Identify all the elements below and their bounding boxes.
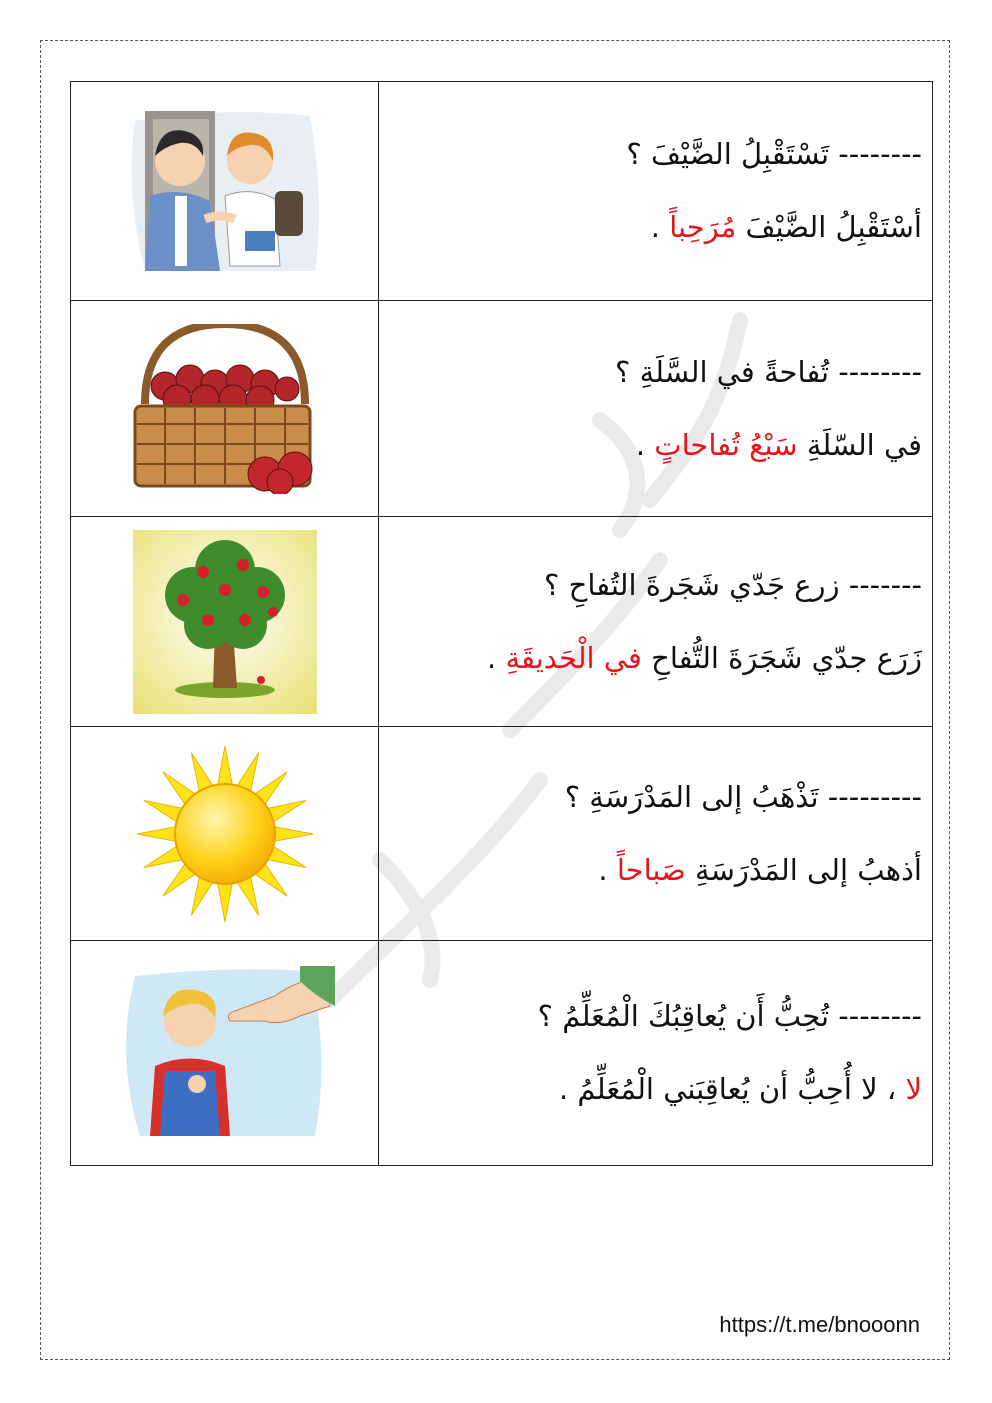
question-text: --------- تَذْهَبُ إلى المَدْرَسَةِ ؟ bbox=[564, 779, 922, 814]
scolded-boy-icon bbox=[115, 966, 335, 1141]
apple-tree-icon bbox=[133, 530, 317, 714]
text-cell bbox=[379, 517, 933, 727]
image-cell bbox=[71, 82, 379, 301]
text-cell bbox=[379, 727, 933, 941]
answer-highlight: لا bbox=[905, 1072, 922, 1106]
answer-text: زَرَع جدّي شَجَرَةَ التُّفاحِ في الْحَديقَةِ . bbox=[487, 640, 922, 675]
table-row bbox=[71, 941, 933, 1166]
question-text: -------- تَسْتَقْبِلُ الضَّيْفَ ؟ bbox=[626, 137, 922, 172]
question-text: -------- تُحِبُّ أَن يُعاقِبُكَ الْمُعَلِّمُ ؟ bbox=[537, 999, 922, 1034]
table-row bbox=[71, 517, 933, 727]
answer-highlight: صَباحاً bbox=[616, 852, 686, 887]
worksheet-table bbox=[70, 81, 933, 1166]
footer-url[interactable]: https://t.me/bnooonn bbox=[719, 1312, 920, 1337]
table-row bbox=[71, 82, 933, 301]
text-cell bbox=[379, 941, 933, 1166]
sun-icon bbox=[130, 744, 320, 924]
image-cell bbox=[71, 517, 379, 727]
image-cell bbox=[71, 727, 379, 941]
table-row bbox=[71, 727, 933, 941]
answer-text: أذهبُ إلى المَدْرَسَةِ صَباحاً . bbox=[598, 852, 922, 887]
answer-text: في السّلَةِ سَبْعُ تُفاحاتٍ . bbox=[635, 427, 922, 462]
text-cell bbox=[379, 82, 933, 301]
answer-text: أسْتَقْبِلُ الضَّيْفَ مُرَحِباً . bbox=[650, 210, 922, 244]
question-text: -------- تُفاحةً في السَّلَةِ ؟ bbox=[615, 354, 922, 389]
text-cell bbox=[379, 301, 933, 517]
table-row bbox=[71, 301, 933, 517]
boy-welcoming-guest-icon bbox=[125, 101, 325, 281]
image-cell bbox=[71, 301, 379, 517]
answer-text: لا ، لا أُحِبُّ أن يُعاقِبَني الْمُعَلِّمُ . bbox=[559, 1072, 922, 1106]
question-text: ------- زرع جَدّي شَجَرةَ التُفاحِ ؟ bbox=[544, 567, 922, 602]
answer-highlight: سَبْعُ تُفاحاتٍ bbox=[654, 427, 798, 462]
apple-basket-icon bbox=[125, 324, 325, 494]
image-cell bbox=[71, 941, 379, 1166]
answer-highlight: مُرَحِباً bbox=[669, 210, 737, 244]
answer-highlight: في الْحَديقَةِ bbox=[505, 640, 642, 675]
